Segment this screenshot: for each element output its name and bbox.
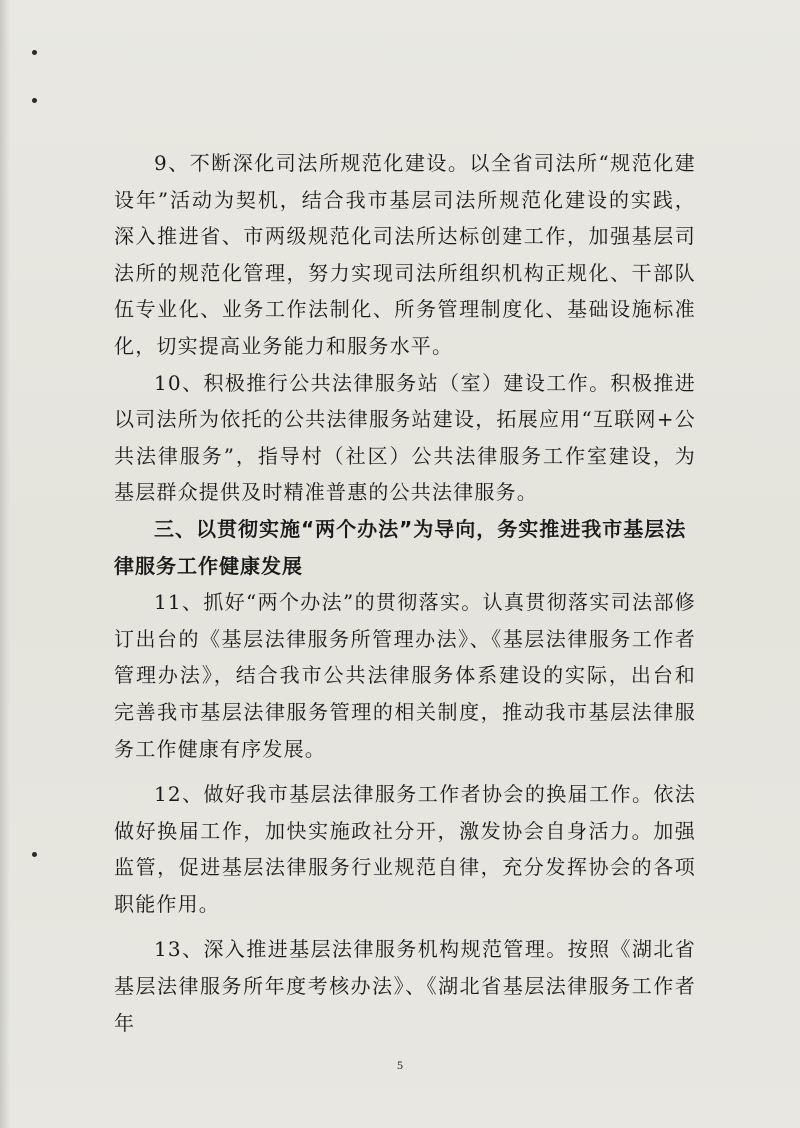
document-body (114, 145, 696, 1041)
paragraph-item-11: 11、抓好“两个办法”的贯彻落实。认真贯彻落实司法部修订出台的《基层法律服务所管理办法》、《基层法律服务工作者管理办法》，结合我市公共法律服务体系建设的实际，出台和完善我市基层法律服务管理的相关制度，推动我市基层法律服务工作健康有序发展。 (114, 590, 696, 761)
binding-hole-mark (32, 852, 37, 857)
section-heading-3: 三、以贯彻实施“两个办法”为导向，务实推进我市基层法律服务工作健康发展 (114, 516, 687, 578)
binding-hole-mark (32, 98, 37, 103)
paragraph-item-12: 12、做好我市基层法律服务工作者协会的换届工作。依法做好换届工作，加快实施政社分开，激发协会自身活力。加强监管，促进基层法律服务行业规范自律，充分发挥协会的各项职能作用。 (114, 782, 696, 916)
binding-hole-mark (32, 50, 37, 55)
page-number: 5 (397, 1058, 403, 1072)
paragraph-item-13: 13、深入推进基层法律服务机构规范管理。按照《湖北省基层法律服务所年度考核办法》、《湖北省基层法律服务工作者年 (114, 937, 696, 1035)
paragraph-item-9: 9、不断深化司法所规范化建设。以全省司法所“规范化建设年”活动为契机，结合我市基层司法所规范化建设的实践，深入推进省、市两级规范化司法所达标创建工作，加强基层司法所的规范化管理，努力实现司法所组织机构正规化、干部队伍专业化、业务工作法制化、所务管理制度化、基础设施标准化，切实提高业务能力和服务水平。 (114, 151, 696, 358)
paragraph-item-10: 10、积极推行公共法律服务站（室）建设工作。积极推进以司法所为依托的公共法律服务站建设，拓展应用“互联网+公共法律服务”，指导村（社区）公共法律服务工作室建设，为基层群众提供及时精准普惠的公共法律服务。 (114, 370, 696, 505)
page-shadow-edge (0, 0, 10, 1128)
